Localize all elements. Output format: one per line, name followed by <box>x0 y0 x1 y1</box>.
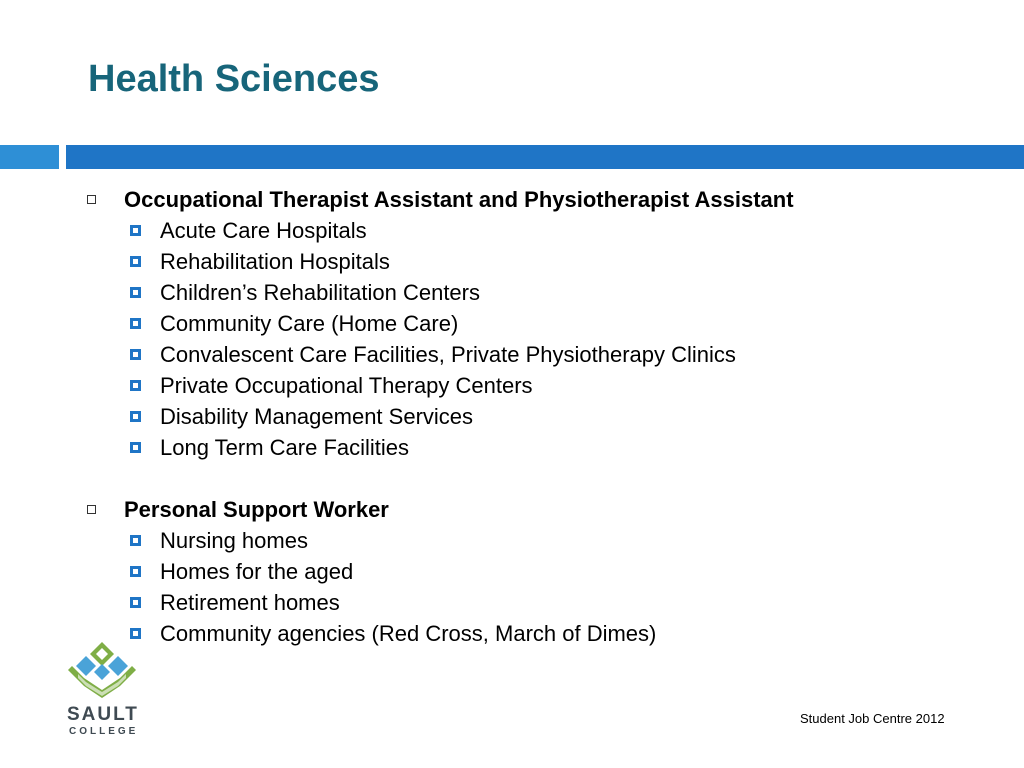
list-item <box>0 277 1024 308</box>
blue-square-bullet-icon <box>130 349 141 360</box>
logo-name: SAULT <box>67 704 139 725</box>
header-band-left <box>0 145 59 169</box>
list-item-text: Retirement homes <box>160 590 340 615</box>
college-logo <box>62 640 142 744</box>
blue-square-bullet-icon <box>130 535 141 546</box>
slide-title: Health Sciences <box>88 58 380 100</box>
bullet-section <box>0 184 1024 463</box>
list-item-text: Community Care (Home Care) <box>160 311 459 336</box>
logo-subtitle: COLLEGE <box>69 726 139 737</box>
blue-square-bullet-icon <box>130 411 141 422</box>
blue-square-bullet-icon <box>130 628 141 639</box>
list-item-text: Homes for the aged <box>160 559 354 584</box>
list-item <box>0 339 1024 370</box>
blue-square-bullet-icon <box>130 442 141 453</box>
section-heading: Occupational Therapist Assistant and Physiotherapist Assistant <box>124 187 794 212</box>
blue-square-bullet-icon <box>130 256 141 267</box>
blue-square-bullet-icon <box>130 566 141 577</box>
section-heading: Personal Support Worker <box>124 497 389 522</box>
list-item-text: Acute Care Hospitals <box>160 218 367 243</box>
blue-square-bullet-icon <box>130 287 141 298</box>
section-heading-row <box>0 494 1024 525</box>
bullet-content <box>0 184 1024 680</box>
list-item <box>0 308 1024 339</box>
sault-college-logo-icon <box>62 640 142 702</box>
header-band-right <box>66 145 1024 169</box>
bullet-section <box>0 494 1024 649</box>
list-item <box>0 401 1024 432</box>
list-item-text: Private Occupational Therapy Centers <box>160 373 533 398</box>
list-item <box>0 246 1024 277</box>
hollow-square-bullet-icon <box>87 505 96 514</box>
list-item <box>0 556 1024 587</box>
list-item <box>0 215 1024 246</box>
list-item-text: Community agencies (Red Cross, March of Dimes) <box>160 621 657 646</box>
list-item <box>0 618 1024 649</box>
blue-square-bullet-icon <box>130 225 141 236</box>
hollow-square-bullet-icon <box>87 195 96 204</box>
list-item-text: Nursing homes <box>160 528 308 553</box>
blue-square-bullet-icon <box>130 597 141 608</box>
list-item-text: Rehabilitation Hospitals <box>160 249 390 274</box>
blue-square-bullet-icon <box>130 380 141 391</box>
list-item-text: Long Term Care Facilities <box>160 435 410 460</box>
list-item-text: Disability Management Services <box>160 404 474 429</box>
list-item <box>0 370 1024 401</box>
list-item <box>0 587 1024 618</box>
section-heading-row <box>0 184 1024 215</box>
list-item-text: Children’s Rehabilitation Centers <box>160 280 480 305</box>
list-item <box>0 525 1024 556</box>
footer-text: Student Job Centre 2012 <box>800 711 945 726</box>
list-item <box>0 432 1024 463</box>
blue-square-bullet-icon <box>130 318 141 329</box>
list-item-text: Convalescent Care Facilities, Private Physiotherapy Clinics <box>160 342 736 367</box>
